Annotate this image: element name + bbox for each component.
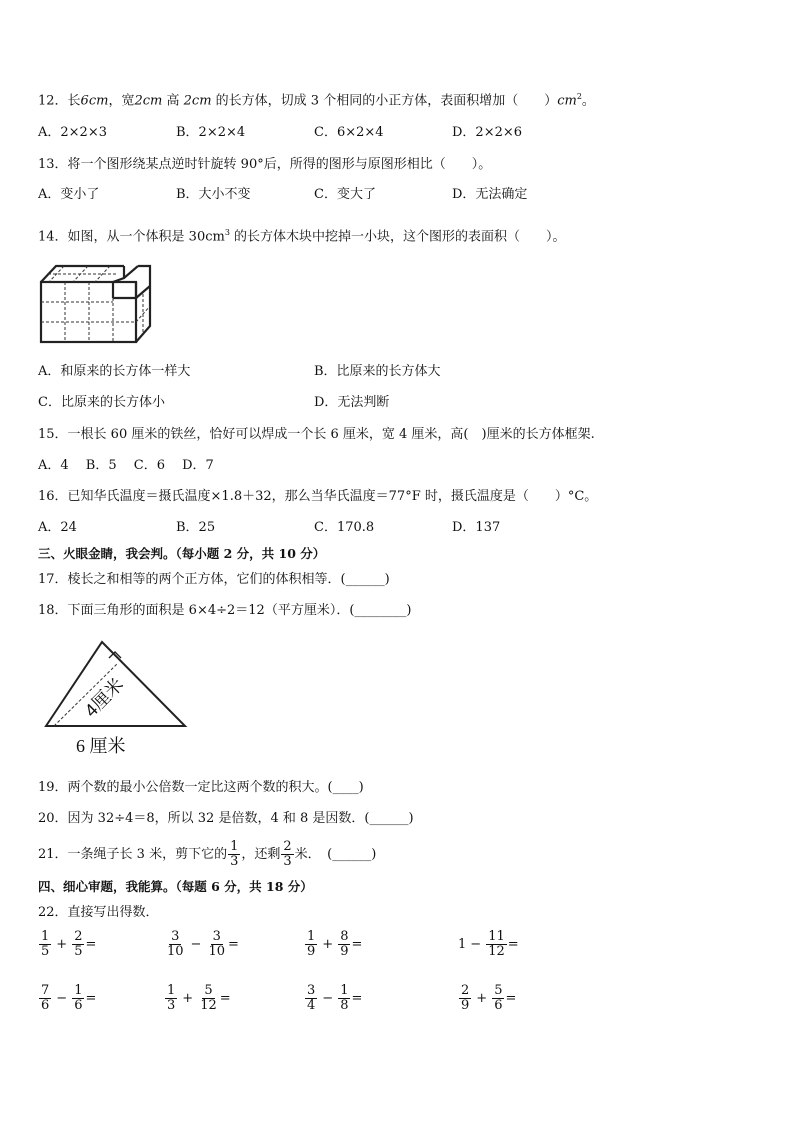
expr-fraction-a	[305, 930, 317, 959]
q12-length-unit: cm	[88, 93, 109, 109]
q21-text-b: ，还剩	[241, 847, 281, 862]
expr-b-num: 5	[494, 983, 503, 998]
q14-exp: 3	[224, 228, 230, 237]
q22-expression	[164, 984, 231, 1013]
expr-operator: +	[476, 991, 488, 1006]
q13-option-a[interactable]: A．变小了	[38, 187, 100, 202]
q14-option-a[interactable]: A．和原来的长方体一样大	[38, 364, 191, 379]
expr-a-den: 4	[307, 998, 316, 1013]
q12-option-c[interactable]: C．6×2×4	[314, 125, 384, 140]
q18-stem: 18．下面三角形的面积是 6×4÷2＝12（平方厘米）．(________)	[38, 603, 412, 618]
section-3-heading: 三、火眼金睛，我会判。（每小题 2 分，共 10 分）	[38, 546, 326, 561]
q12-length: 6	[80, 93, 89, 109]
q13-option-d[interactable]: D．无法确定	[452, 187, 528, 202]
expr-a-num: 1	[41, 929, 50, 944]
q19-stem: 19．两个数的最小公倍数一定比这两个数的积大。(____)	[38, 780, 364, 795]
expr-b-num: 8	[340, 929, 349, 944]
expr-integer: 1	[458, 937, 467, 952]
expr-b-den: 12	[200, 998, 217, 1013]
expr-operator: −	[470, 937, 482, 952]
expr-equals: =	[351, 937, 363, 952]
expr-a-den: 9	[461, 998, 470, 1013]
expr-fraction-b	[198, 984, 219, 1013]
q12-end: 。	[581, 93, 595, 109]
expr-equals: =	[505, 991, 517, 1006]
expr-a-num: 3	[171, 929, 180, 944]
q22-expression	[304, 930, 362, 959]
expr-fraction-b	[492, 984, 504, 1013]
q21-f1-num: 1	[230, 839, 239, 854]
q22-expression	[458, 930, 519, 959]
expr-a-num: 7	[41, 983, 50, 998]
expr-b-num: 2	[74, 929, 83, 944]
expr-b-den: 6	[74, 998, 83, 1013]
expr-equals: =	[228, 937, 239, 952]
expr-equals: =	[219, 991, 231, 1006]
expr-operator: −	[322, 991, 334, 1006]
expr-a-num: 1	[167, 983, 176, 998]
q22-expression	[304, 984, 362, 1013]
q17-stem: 17．棱长之和相等的两个正方体，它们的体积相等．(______)	[38, 572, 390, 587]
q12-text-c: 高	[166, 93, 180, 109]
q14-stem	[38, 224, 566, 246]
expr-fraction-a	[165, 984, 177, 1013]
q16-stem: 16．已知华氏温度＝摄氏温度×1.8＋32，那么当华氏温度＝77°F 时，摄氏温度是（ ）°C。	[38, 489, 598, 504]
expr-equals: =	[85, 937, 97, 952]
expr-b-num: 5	[204, 983, 213, 998]
expr-a-den: 5	[41, 944, 50, 959]
q12-option-a[interactable]: A．2×2×3	[38, 125, 107, 140]
q13-option-b[interactable]: B．大小不变	[176, 187, 251, 202]
q16-option-c[interactable]: C．170.8	[314, 520, 375, 535]
q22-expression	[38, 930, 96, 959]
q21-fraction-2	[281, 840, 293, 869]
q12-height-unit: cm	[191, 93, 212, 109]
expr-fraction-a	[305, 984, 317, 1013]
expr-operator: +	[182, 991, 194, 1006]
expr-a-den: 6	[41, 998, 50, 1013]
q12-option-b[interactable]: B．2×2×4	[176, 125, 246, 140]
expr-a-den: 3	[167, 998, 176, 1013]
q14-text-b: 的长方体木块中挖掉一小块，这个图形的表面积（ ）。	[229, 229, 566, 245]
expr-a-den: 9	[307, 944, 316, 959]
q13-stem: 13．将一个图形绕某点逆时针旋转 90°后，所得的图形与原图形相比（ ）。	[38, 157, 492, 172]
expr-a-num: 3	[307, 983, 316, 998]
q21-stem	[38, 838, 376, 872]
expr-b-num: 3	[212, 929, 221, 944]
expr-fraction-b	[206, 930, 227, 959]
q21-f1-den: 3	[230, 854, 239, 869]
q22-expression	[164, 930, 239, 959]
q16-option-a[interactable]: A．24	[38, 520, 77, 535]
q13-option-c[interactable]: C．变大了	[314, 187, 376, 202]
triangle-figure	[40, 636, 190, 760]
expr-fraction-b	[486, 930, 507, 959]
expr-b-den: 5	[74, 944, 83, 959]
expr-operator: +	[322, 937, 334, 952]
q12-answer-unit-exp: 2	[576, 92, 582, 101]
q14-option-b[interactable]: B．比原来的长方体大	[314, 364, 441, 379]
expr-b-den: 10	[208, 944, 225, 959]
q12-answer-unit: cm	[557, 93, 577, 109]
q14-text-a: 14．如图，从一个体积是 30cm	[38, 229, 225, 245]
q22-expression	[458, 984, 516, 1013]
q12-stem	[38, 88, 595, 110]
expr-b-den: 8	[340, 998, 349, 1013]
expr-fraction-b	[338, 930, 350, 959]
q20-stem: 20．因为 32÷4＝8，所以 32 是倍数，4 和 8 是因数．(______)	[38, 811, 414, 826]
triangle-base-label: 6 厘米	[76, 736, 126, 756]
q16-option-d[interactable]: D．137	[452, 520, 501, 535]
expr-b-den: 6	[494, 998, 503, 1013]
q12-text-d: 的长方体，切成 3 个相同的小正方体，表面积增加（ ）	[215, 93, 558, 109]
expr-fraction-b	[338, 984, 350, 1013]
expr-equals: =	[507, 937, 519, 952]
expr-a-num: 2	[461, 983, 470, 998]
expr-b-den: 9	[340, 944, 349, 959]
expr-fraction-a	[459, 984, 471, 1013]
q12-width: 2	[134, 93, 143, 109]
expr-b-num: 11	[488, 929, 505, 944]
expr-a-num: 1	[307, 929, 316, 944]
expr-fraction-a	[39, 930, 51, 959]
expr-fraction-b	[72, 984, 84, 1013]
q12-width-unit: cm	[142, 93, 163, 109]
expr-b-den: 12	[488, 944, 505, 959]
expr-equals: =	[351, 991, 363, 1006]
expr-b-num: 1	[74, 983, 83, 998]
q21-fraction-1	[228, 840, 240, 869]
section-4-heading: 四、细心审题，我能算。（每题 6 分，共 18 分）	[38, 879, 313, 894]
q12-text-a: 12．长	[38, 93, 81, 109]
q15-options[interactable]: A．4 B．5 C．6 D．7	[38, 458, 214, 473]
expr-a-den: 10	[167, 944, 184, 959]
cuboid-figure	[38, 260, 154, 346]
q22-stem: 22．直接写出得数．	[38, 905, 159, 920]
expr-operator: −	[56, 991, 68, 1006]
q21-text-a: 21．一条绳子长 3 米，剪下它的	[38, 847, 228, 862]
q12-option-d[interactable]: D．2×2×6	[452, 125, 523, 140]
q14-option-d[interactable]: D．无法判断	[314, 395, 390, 410]
expr-fraction-b	[72, 930, 84, 959]
q12-height: 2	[183, 93, 192, 109]
expr-operator: −	[190, 937, 202, 952]
expr-operator: +	[56, 937, 68, 952]
expr-fraction-a	[165, 930, 186, 959]
expr-b-num: 1	[340, 983, 349, 998]
q22-expression	[38, 984, 96, 1013]
expr-equals: =	[85, 991, 97, 1006]
q14-option-c[interactable]: C．比原来的长方体小	[38, 395, 165, 410]
q15-stem: 15．一根长 60 厘米的铁丝，恰好可以焊成一个长 6 厘米，宽 4 厘米，高( )厘米的长方体框架.	[38, 427, 595, 442]
q21-text-c: 米． (______)	[294, 847, 377, 862]
q21-f2-den: 3	[283, 854, 292, 869]
triangle-height-label: 4厘米	[80, 674, 128, 721]
q12-text-b: ，宽	[108, 93, 135, 109]
q21-f2-num: 2	[283, 839, 292, 854]
expr-fraction-a	[39, 984, 51, 1013]
q16-option-b[interactable]: B．25	[176, 520, 216, 535]
